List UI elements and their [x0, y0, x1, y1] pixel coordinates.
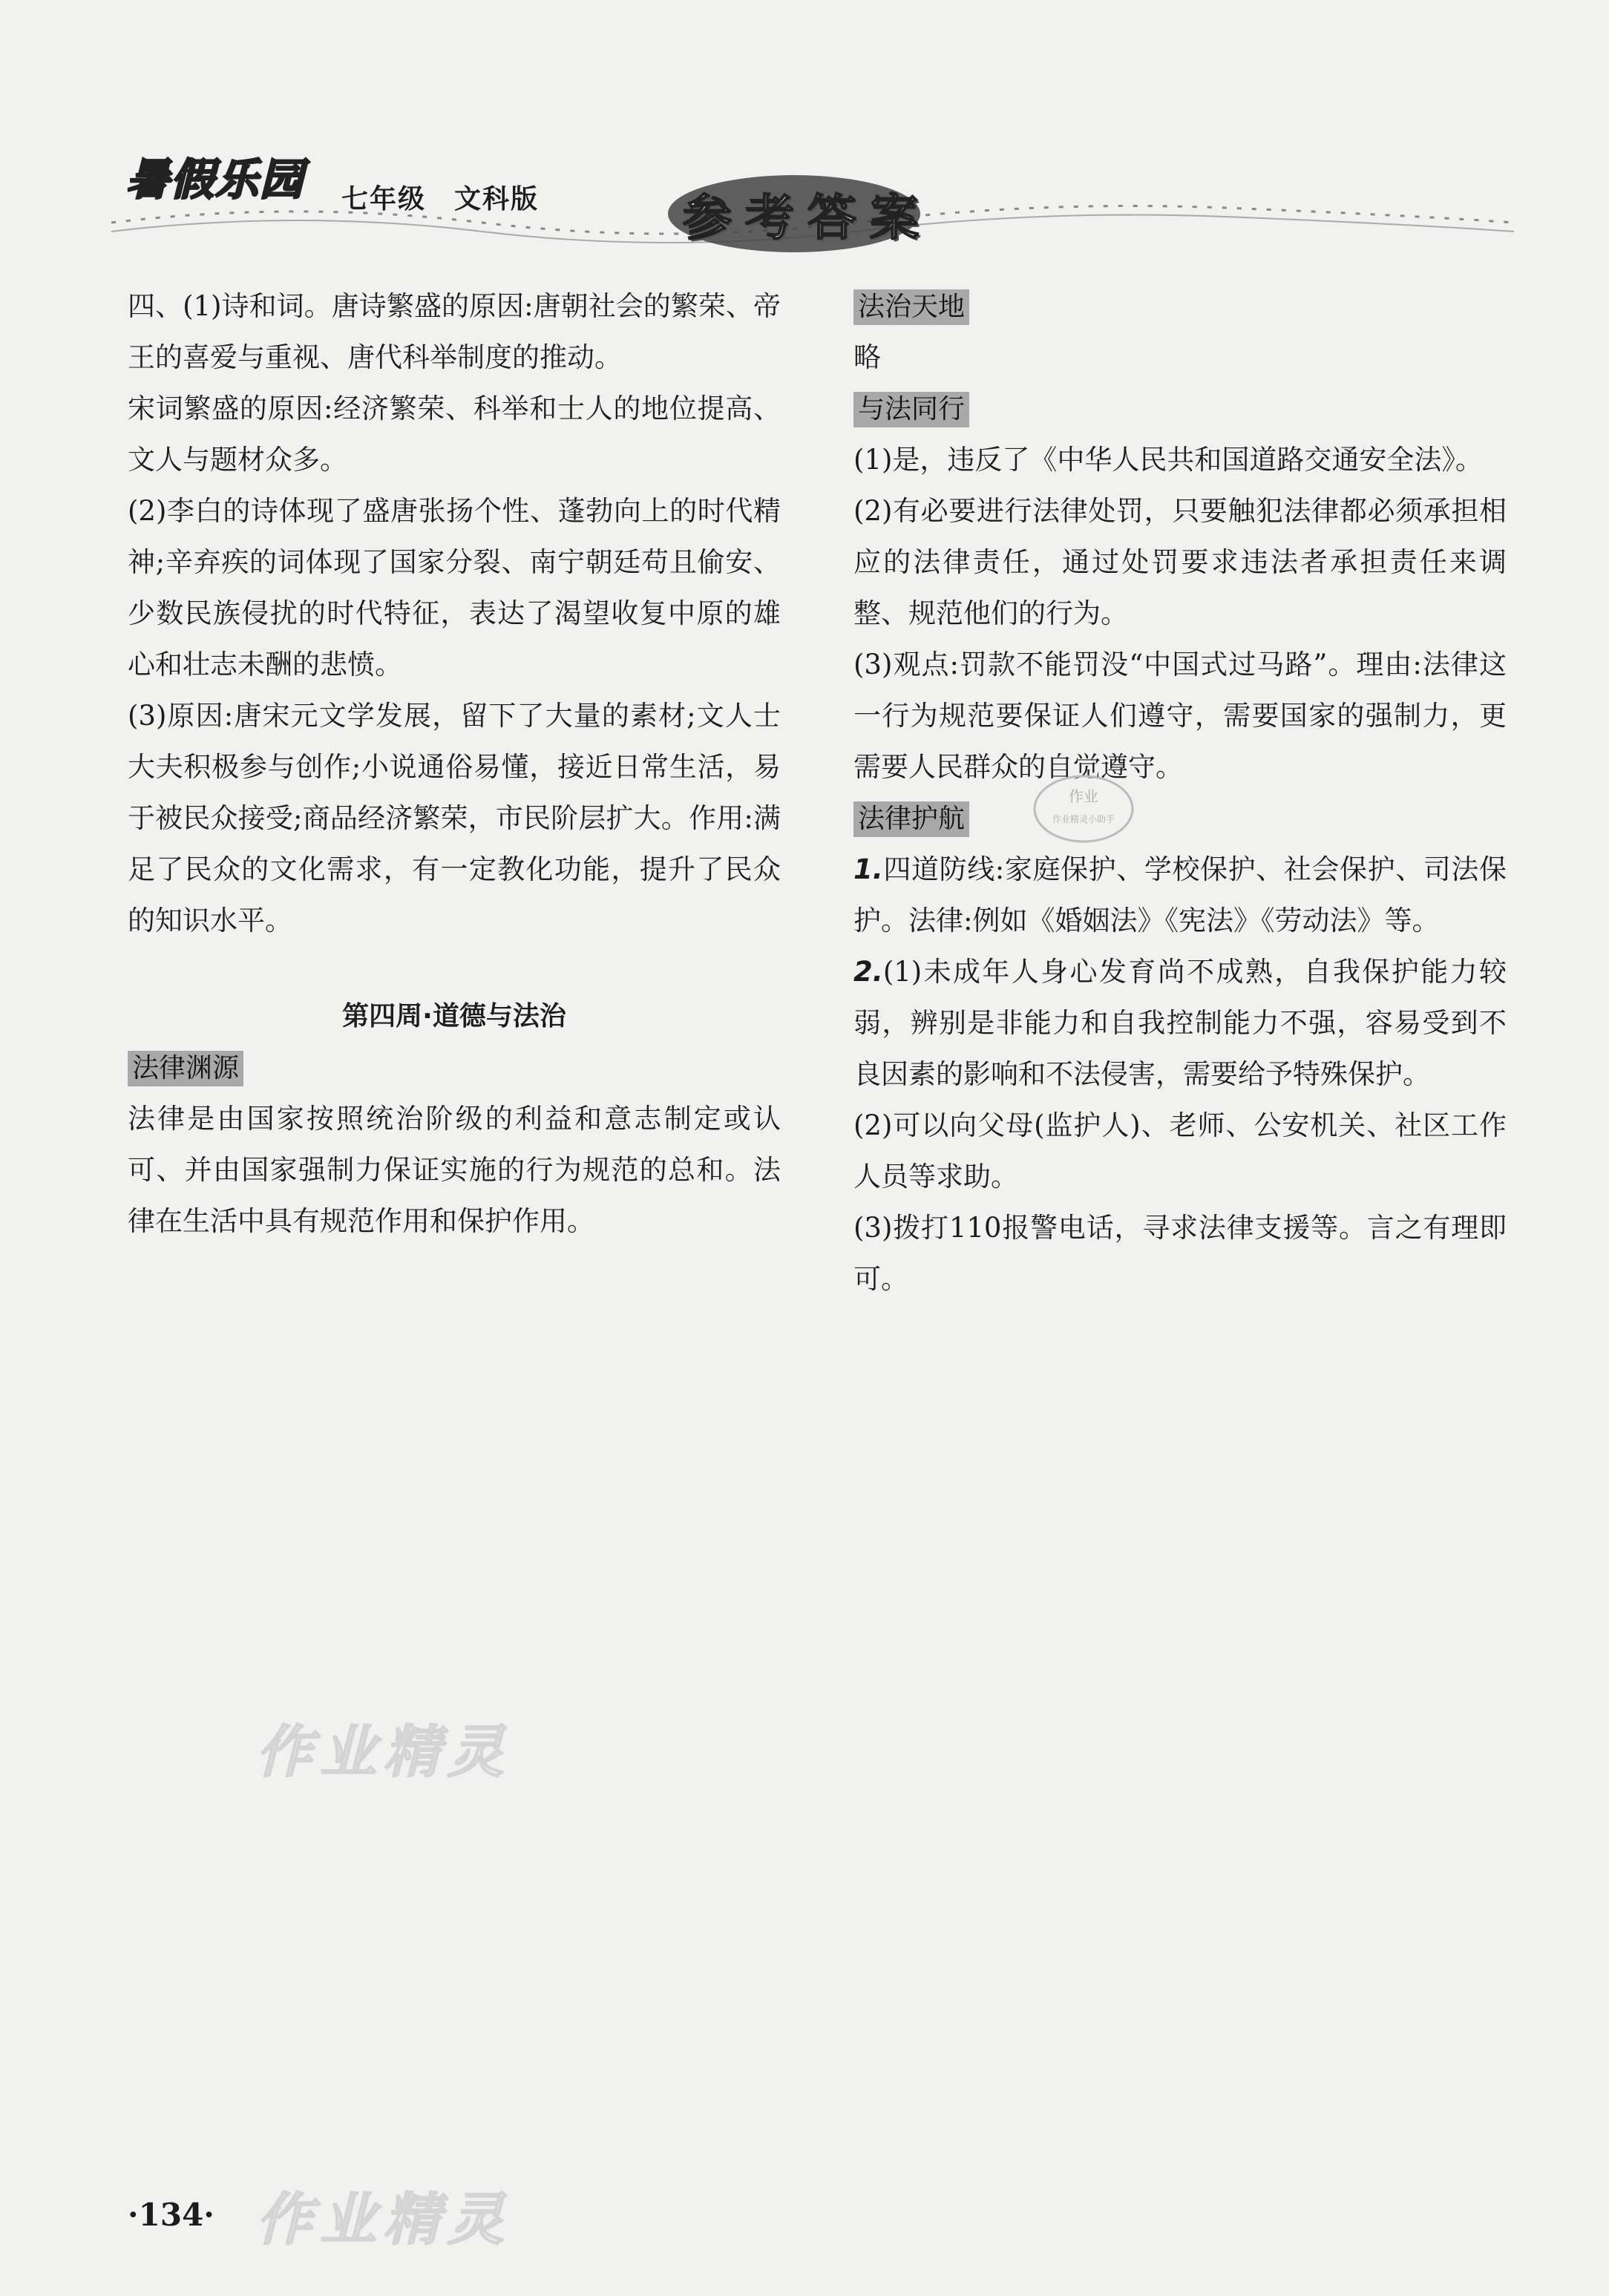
paragraph: 略 [853, 341, 881, 373]
paragraph: (3)拨打110报警电话，寻求法律支援等。言之有理即可。 [853, 1212, 1507, 1295]
paragraph: (2)可以向父母(监护人)、老师、公安机关、社区工作人员等求助。 [853, 1109, 1507, 1193]
section-tag: 法治天地 [853, 289, 969, 325]
stamp-logo [1032, 772, 1136, 846]
paragraph: (3)原因:唐宋元文学发展，留下了大量的素材;文人士大夫积极参与创作;小说通俗易懂，接近日常生活，易于被民众接受;商品经济繁荣，市民阶层扩大。作用:满足了民众的文化需求，有一定教化功能，提升了民众的知识水平。 [128, 700, 781, 937]
page-number: ·134· [128, 2197, 214, 2233]
paragraph-text: (1)未成年人身心发育尚不成熟，自我保护能力较弱，辨别是非能力和自我控制能力不强，容易受到不良因素的影响和不法侵害，需要给予特殊保护。 [853, 956, 1507, 1090]
item-number: 1. [853, 853, 883, 885]
item-number: 2. [853, 956, 883, 988]
left-column [128, 281, 781, 1247]
page-header [0, 0, 1609, 252]
stamp-line: 作业精灵小助手 [1052, 814, 1115, 824]
paragraph: (2)李白的诗体现了盛唐张扬个性、蓬勃向上的时代精神;辛弃疾的词体现了国家分裂、南宁朝廷苟且偷安、少数民族侵扰的时代特征，表达了渴望收复中原的雄心和壮志未酬的悲愤。 [128, 495, 781, 680]
paragraph [853, 946, 1507, 1100]
paragraph: (3)观点:罚款不能罚没“中国式过马路”。理由:法律这一行为规范要保证人们遵守，需要国家的强制力，更需要人民群众的自觉遵守。 [853, 649, 1507, 783]
paragraph: (1)是，违反了《中华人民共和国道路交通安全法》。 [853, 444, 1483, 476]
week-title: 第四周·道德与法治 [342, 1001, 566, 1031]
watermark: 作业精灵 [256, 1719, 511, 1785]
watermark: 作业精灵 [256, 2186, 511, 2252]
answers-title: 参考答案 [683, 188, 932, 246]
paragraph: 法律是由国家按照统治阶级的利益和意志制定或认可、并由国家强制力保证实施的行为规范的总和。法律在生活中具有规范作用和保护作用。 [128, 1103, 781, 1237]
grade-label: 七年级 文科版 [341, 183, 540, 214]
paragraph [853, 844, 1507, 946]
stamp-line: 作业 [1069, 787, 1098, 805]
section-tag: 法律护航 [853, 801, 969, 837]
section-tag: 法律渊源 [128, 1051, 243, 1086]
paragraph-text: 四道防线:家庭保护、学校保护、社会保护、司法保护。法律:例如《婚姻法》《宪法》《劳动法》等。 [853, 853, 1507, 937]
section-tag: 与法同行 [853, 392, 969, 427]
brand-logo: 暑假乐园 [126, 154, 305, 205]
paragraph: (2)有必要进行法律处罚，只要触犯法律都必须承担相应的法律责任，通过处罚要求违法者承担责任来调整、规范他们的行为。 [853, 495, 1507, 629]
paragraph: 四、(1)诗和词。唐诗繁盛的原因:唐朝社会的繁荣、帝王的喜爱与重视、唐代科举制度的推动。 [128, 290, 781, 373]
paragraph: 宋词繁盛的原因:经济繁荣、科举和士人的地位提高、文人与题材众多。 [128, 393, 781, 476]
right-column [853, 281, 1507, 1305]
